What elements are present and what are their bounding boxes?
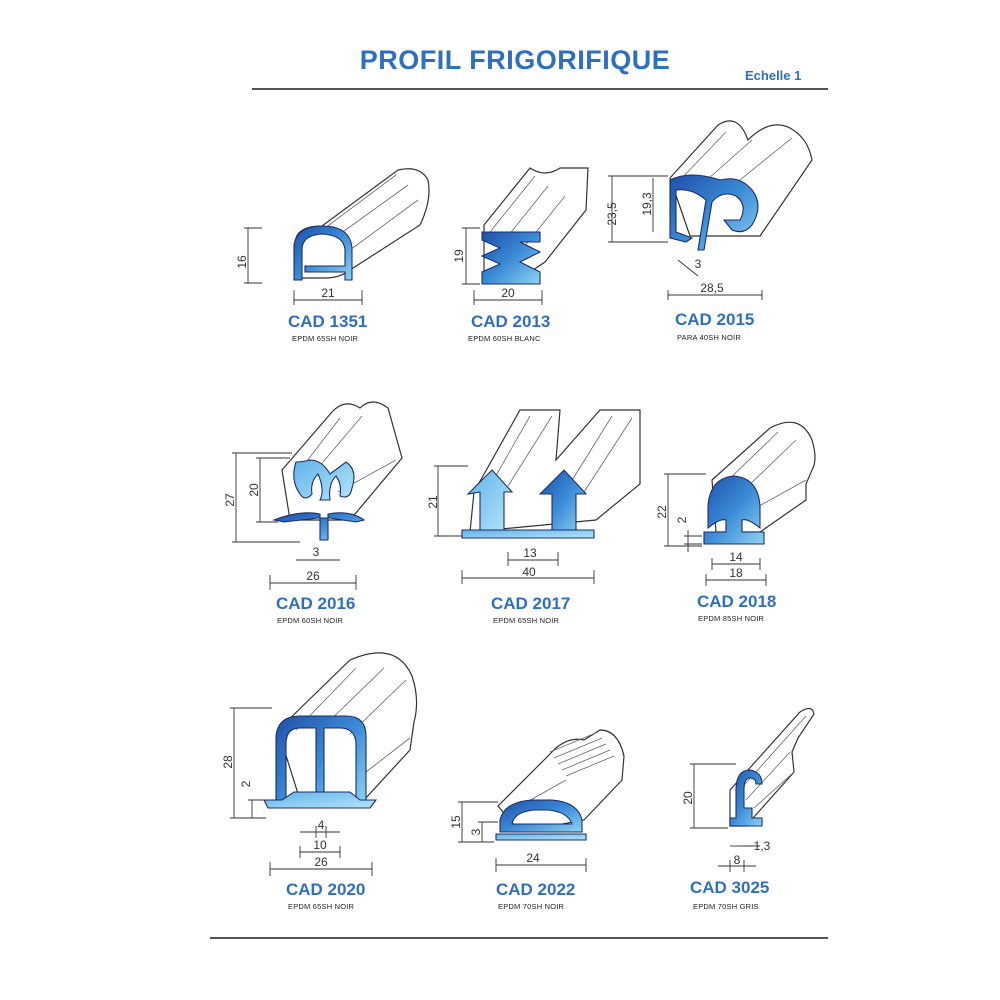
profile-code: CAD 3025: [690, 878, 770, 897]
profile-material: EPDM 70SH NOIR: [498, 902, 565, 911]
dim-width: 40: [522, 565, 536, 579]
profile-material: EPDM 65SH NOIR: [292, 334, 359, 343]
dim-width: 24: [526, 851, 540, 865]
profile-material: EPDM 85SH NOIR: [698, 614, 765, 623]
dim-height: 28: [221, 755, 235, 769]
dim-height: 19: [452, 249, 466, 263]
scale-label: Echelle 1: [745, 68, 802, 83]
profile-code: CAD 2022: [496, 880, 576, 899]
dim-base: 3: [469, 828, 483, 836]
profile-code: CAD 2020: [286, 880, 366, 899]
page-title: PROFIL FRIGORIFIQUE: [359, 45, 671, 75]
profile-code: CAD 2016: [276, 594, 356, 613]
profile-material: EPDM 70SH GRIS: [693, 902, 759, 911]
dim-height: 23,5: [605, 202, 619, 226]
profile-code: CAD 1351: [288, 312, 368, 331]
dim-inner-width: 14: [729, 550, 743, 564]
dim-inner-height: 20: [247, 483, 261, 497]
profile-code: CAD 2015: [675, 310, 755, 329]
profile-material: PARA 40SH NOIR: [677, 333, 741, 342]
dim-width: 18: [729, 566, 743, 580]
dim-width: 8: [733, 853, 741, 867]
dim-width: 21: [321, 286, 335, 300]
dim-thickness: 1,3: [753, 839, 771, 853]
dim-height: 21: [426, 495, 440, 509]
profile-material: EPDM 60SH BLANC: [468, 334, 541, 343]
dim-lip: 3: [694, 257, 702, 271]
dim-inner-height: 19,3: [640, 192, 654, 216]
profile-material: EPDM 60SH NOIR: [277, 616, 344, 625]
dim-base: 2: [675, 516, 689, 524]
dim-height: 22: [655, 505, 669, 519]
dim-height: 16: [235, 255, 249, 269]
dim-pitch: 13: [523, 546, 537, 560]
dim-height: 27: [223, 493, 237, 507]
dim-height: 20: [681, 791, 695, 805]
dim-foot: 10: [313, 838, 327, 852]
dim-width: 28,5: [700, 281, 724, 295]
profile-code: CAD 2013: [471, 312, 551, 331]
dim-width: 26: [314, 855, 328, 869]
dim-width: 20: [501, 286, 515, 300]
profile-code: CAD 2018: [697, 592, 777, 611]
dim-foot: 3: [312, 545, 320, 559]
profile-material: EPDM 65SH NOIR: [288, 902, 355, 911]
dim-base: 2: [239, 780, 253, 788]
dim-width: 26: [306, 569, 320, 583]
dim-stem: 4: [317, 818, 325, 832]
profile-code: CAD 2017: [491, 594, 571, 613]
dim-height: 15: [449, 815, 463, 829]
profile-material: EPDM 65SH NOIR: [493, 616, 560, 625]
